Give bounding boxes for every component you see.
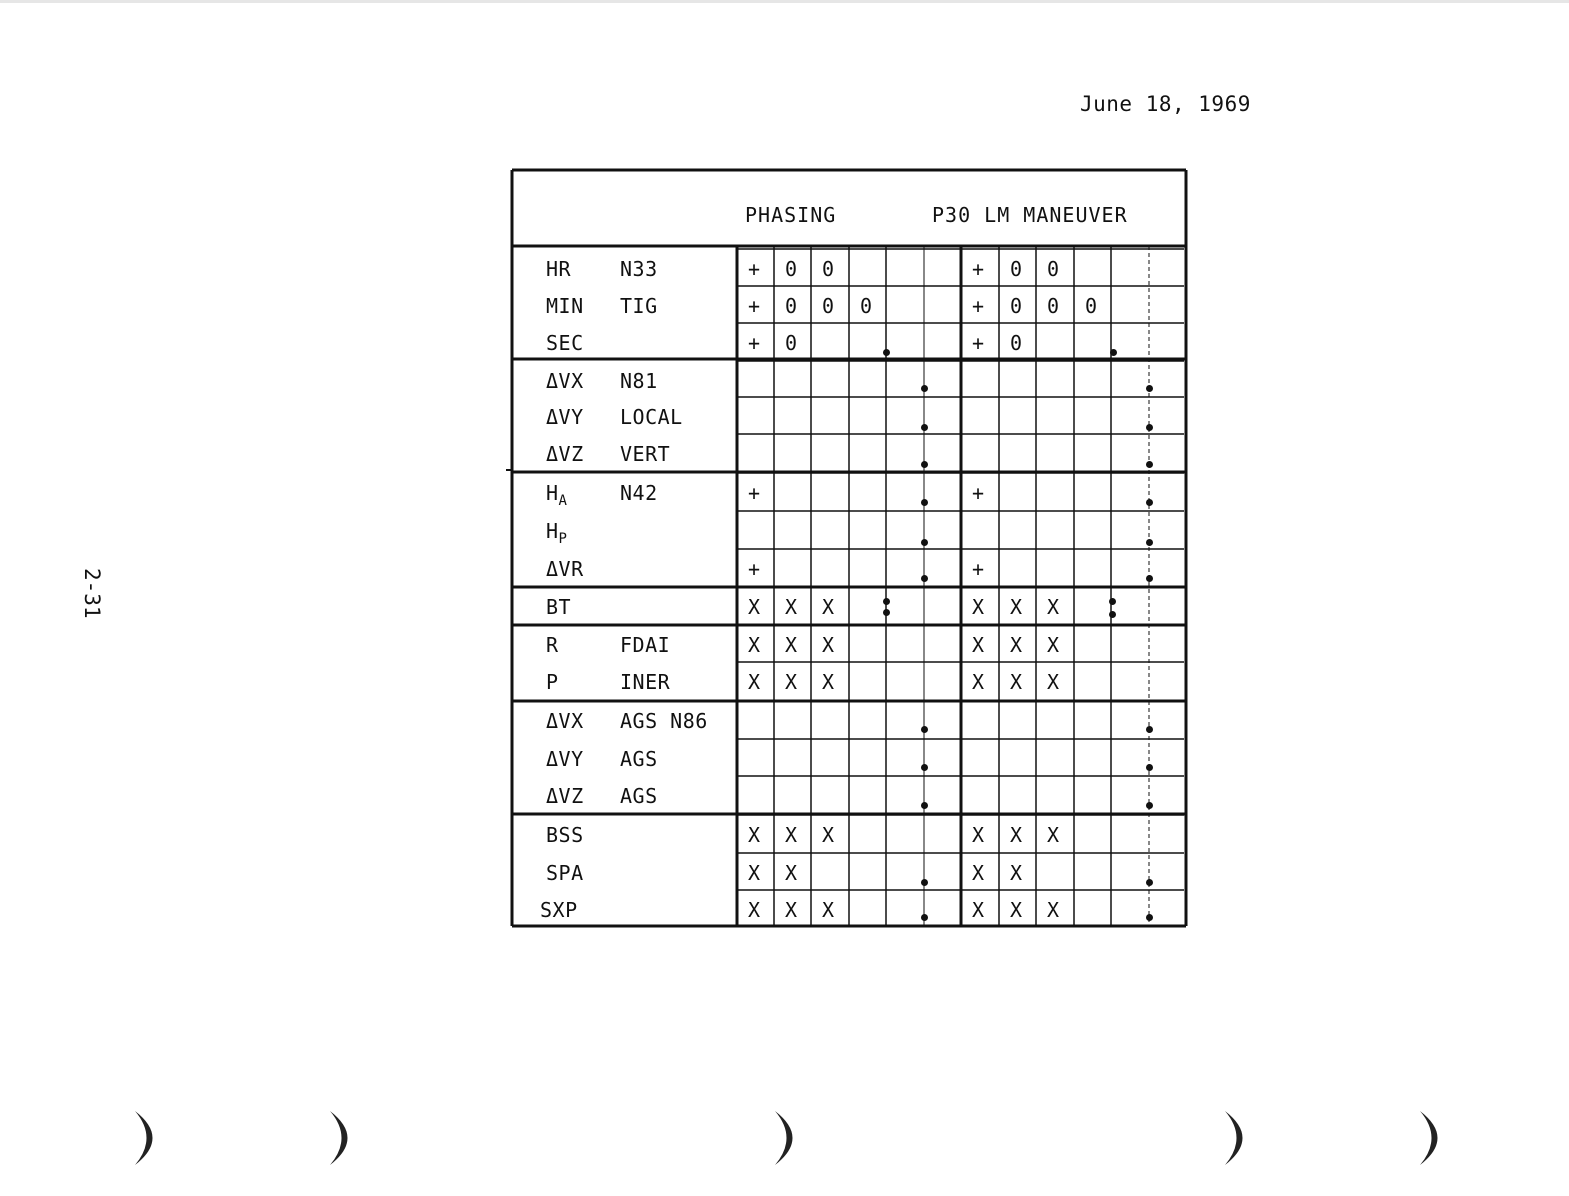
pad-cell-value: + (748, 294, 761, 318)
pad-cell-value: X (785, 823, 798, 847)
row-label-text: ΔVX (546, 709, 584, 733)
row-label-text: HR (546, 257, 572, 281)
pad-cell-value: X (1047, 898, 1060, 922)
pad-cell-value: + (972, 557, 985, 581)
row-label (546, 442, 584, 466)
row-label (546, 519, 567, 547)
page-number: 2-31 (80, 568, 104, 619)
decimal-point-marker (921, 424, 928, 431)
pad-cell-value: X (1047, 670, 1060, 694)
pad-cell-value: + (748, 481, 761, 505)
pad-cell-value: X (748, 861, 761, 885)
decimal-point-marker (921, 575, 928, 582)
pad-cell-value: 0 (785, 294, 798, 318)
decimal-point-marker (1146, 499, 1153, 506)
pad-cell-value: X (822, 823, 835, 847)
row-label (546, 823, 584, 847)
row-description: INER (620, 670, 671, 694)
pad-cell-value: 0 (1010, 331, 1023, 355)
pad-cell-value: + (972, 481, 985, 505)
pad-cell-value: 0 (785, 331, 798, 355)
pad-cell-value: X (822, 595, 835, 619)
pad-cell-value: X (822, 670, 835, 694)
row-label (546, 369, 584, 393)
row-label-text: SEC (546, 331, 584, 355)
decimal-point-marker (1146, 424, 1153, 431)
decimal-point-marker (1146, 575, 1153, 582)
row-label-text: H (546, 519, 559, 543)
decimal-point-marker (1146, 764, 1153, 771)
pad-cell-value: X (1047, 823, 1060, 847)
row-label-text: ΔVZ (546, 442, 584, 466)
row-label-text: SXP (540, 898, 578, 922)
row-description: AGS (620, 784, 658, 808)
pad-cell-value: + (972, 294, 985, 318)
header-phasing: PHASING (745, 203, 837, 227)
pad-cell-value: X (822, 898, 835, 922)
row-label-text: BT (546, 595, 572, 619)
pad-cell-value: X (785, 595, 798, 619)
row-description: LOCAL (620, 405, 683, 429)
decimal-point-marker (921, 385, 928, 392)
row-label-text: ΔVY (546, 747, 584, 771)
row-description: N42 (620, 481, 658, 505)
row-label (546, 257, 571, 281)
pad-cell-value: X (748, 823, 761, 847)
document-date: June 18, 1969 (1080, 92, 1251, 116)
pad-cell-value: 0 (1047, 294, 1060, 318)
decimal-point-marker (921, 726, 928, 733)
pad-cell-value: 0 (1085, 294, 1098, 318)
binder-hole-mark (1415, 1108, 1455, 1168)
decimal-point-marker (1146, 726, 1153, 733)
pad-cell-value: X (785, 633, 798, 657)
row-label-text: SPA (546, 861, 584, 885)
pad-cell-value: X (748, 595, 761, 619)
row-label (546, 331, 584, 355)
decimal-point-marker (883, 598, 890, 605)
pad-cell-value: X (1010, 823, 1023, 847)
pad-cell-value: 0 (785, 257, 798, 281)
decimal-point-marker (1146, 879, 1153, 886)
row-label (540, 898, 578, 922)
decimal-point-marker (883, 609, 890, 616)
pad-cell-value: X (1047, 633, 1060, 657)
row-label (546, 595, 571, 619)
pad-cell-value: X (972, 823, 985, 847)
decimal-point-marker (921, 461, 928, 468)
pad-cell-value: X (1010, 861, 1023, 885)
pad-cell-value: + (748, 557, 761, 581)
row-label (546, 405, 584, 429)
row-description: AGS N86 (620, 709, 708, 733)
pad-cell-value: 0 (860, 294, 873, 318)
pad-cell-value: X (1010, 595, 1023, 619)
decimal-point-marker (1146, 802, 1153, 809)
decimal-point-marker (883, 349, 890, 356)
pad-cell-value: + (972, 257, 985, 281)
pad-cell-value: X (748, 898, 761, 922)
pad-cell-value: X (748, 670, 761, 694)
row-label (546, 481, 567, 509)
row-description: N81 (620, 369, 658, 393)
pad-cell-value: X (1010, 633, 1023, 657)
pad-cell-value: 0 (1010, 257, 1023, 281)
decimal-point-marker (1146, 461, 1153, 468)
decimal-point-marker (921, 914, 928, 921)
pad-cell-value: X (972, 595, 985, 619)
row-label (546, 861, 584, 885)
pad-cell-value: X (785, 898, 798, 922)
decimal-point-marker (921, 499, 928, 506)
row-label (546, 633, 559, 657)
decimal-point-marker (921, 879, 928, 886)
pad-cell-value: 0 (822, 294, 835, 318)
pad-cell-value: X (785, 670, 798, 694)
decimal-point-marker (1146, 539, 1153, 546)
pad-cell-value: X (972, 633, 985, 657)
row-label-text: ΔVZ (546, 784, 584, 808)
pad-cell-value: + (748, 331, 761, 355)
pad-cell-value: 0 (1047, 257, 1060, 281)
pad-cell-value: + (972, 331, 985, 355)
decimal-point-marker (1146, 914, 1153, 921)
row-label-subscript: P (558, 531, 568, 547)
row-label-text: R (546, 633, 559, 657)
pad-cell-value: + (748, 257, 761, 281)
pad-cell-value: X (972, 861, 985, 885)
row-description: AGS (620, 747, 658, 771)
decimal-point-marker (1110, 349, 1117, 356)
row-label-text: ΔVX (546, 369, 584, 393)
decimal-point-marker (921, 764, 928, 771)
decimal-point-marker (921, 802, 928, 809)
decimal-point-marker (1109, 611, 1116, 618)
row-label-text: ΔVY (546, 405, 584, 429)
row-label-text: P (546, 670, 559, 694)
row-label (546, 670, 559, 694)
row-label (546, 557, 584, 581)
pad-cell-value: 0 (822, 257, 835, 281)
binder-hole-mark (130, 1108, 170, 1168)
row-description: TIG (620, 294, 658, 318)
row-label (546, 294, 584, 318)
pad-cell-value: X (1010, 670, 1023, 694)
row-label-text: ΔVR (546, 557, 584, 581)
row-label (546, 709, 584, 733)
header-p30-lm-maneuver: P30 LM MANEUVER (932, 203, 1128, 227)
row-label-subscript: A (558, 493, 568, 509)
decimal-point-marker (921, 539, 928, 546)
binder-hole-mark (770, 1108, 810, 1168)
decimal-point-marker (1109, 598, 1116, 605)
pad-cell-value: X (785, 861, 798, 885)
row-label (546, 784, 584, 808)
pad-cell-value: 0 (1010, 294, 1023, 318)
row-description: FDAI (620, 633, 671, 657)
pad-cell-value: X (1010, 898, 1023, 922)
pad-cell-value: X (972, 670, 985, 694)
row-description: N33 (620, 257, 658, 281)
binder-hole-mark (1220, 1108, 1260, 1168)
row-label-text: BSS (546, 823, 584, 847)
pad-cell-value: X (822, 633, 835, 657)
row-label-text: MIN (546, 294, 584, 318)
pad-cell-value: X (972, 898, 985, 922)
pad-cell-value: X (1047, 595, 1060, 619)
row-label (546, 747, 584, 771)
decimal-point-marker (1146, 385, 1153, 392)
row-description: VERT (620, 442, 671, 466)
binder-hole-mark (325, 1108, 365, 1168)
pad-cell-value: X (748, 633, 761, 657)
row-label-text: H (546, 481, 559, 505)
